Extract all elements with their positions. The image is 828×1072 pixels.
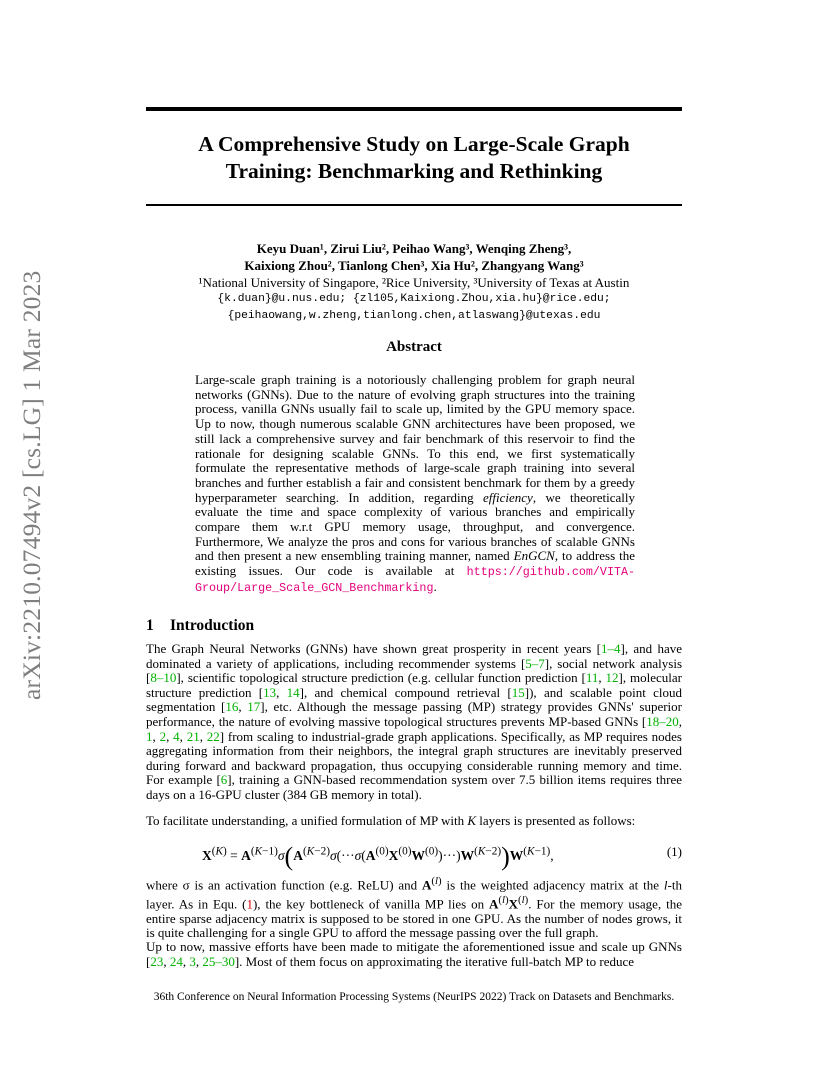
title-line-1: A Comprehensive Study on Large-Scale Graph [198, 132, 630, 156]
title-bottom-rule [146, 204, 682, 206]
intro-paragraph-3: where σ is an activation function (e.g. ReLU) and $A^{(l)}$ is the weighted adjacency matrix at the l-th layer. As in Equ. (1), the key bottleneck of vanilla MP lies on $A^{(l)}X^{(l)}$. For the memory usage, the entire sparse adjacency matrix is supposed to be stored in one GPU. As the number of nodes grows, it is quite challenging for a single GPU to afford the message passing over the full graph. [146, 875, 682, 941]
title-line-2: Training: Benchmarking and Rethinking [225, 159, 603, 183]
equation-body: $X^{(K)} = A^{(K-1)}\sigma(A^{(K-2)}\sigma(\cdot\cdot\cdot\sigma(A^{(0)}X^{(0)}W^{(0)})\cdot\cdot\cdot)W^{(K-2)})W^{(K-1)}$, [202, 842, 554, 871]
affiliations: ¹National University of Singapore, ²Rice University, ³University of Texas at Austin [198, 275, 630, 290]
citation-link[interactable]: 2 [159, 728, 167, 744]
paper-title [146, 131, 682, 185]
citation-link[interactable]: 17 [247, 699, 261, 715]
author-block [146, 240, 682, 325]
citation-link[interactable]: 14 [286, 684, 300, 700]
citation-link[interactable]: 6 [220, 772, 228, 788]
title-top-rule [146, 107, 682, 111]
abstract-text: Large-scale graph training is a notoriously challenging problem for graph neural networks (GNNs). Due to the nature of evolving graph structures into the training process, vanilla GNNs usually fail to scale up, limited by the GPU memory space. Up to now, though numerous scalable GNN architectures have been proposed, we still lack a comprehensive survey and fair benchmark of this reservoir to find the rationale for designing scalable GNNs. To this end, we first systematically formulate the representative methods of large-scale graph training into several branches and further establish a fair and consistent benchmark for them by a greedy hyperparameter searching. In addition, regarding efficiency, we theoretically evaluate the time and space complexity of various branches and empirically compare them w.r.t GPU memory usage, throughput, and convergence. Furthermore, We analyze the pros and cons for various branches of scalable GNNs and then present a new ensembling training manner, named EnGCN, to address the existing issues. Our code is available at https://github.com/VITA-Group/Large_Scale_GCN_Benchmarking. [195, 372, 635, 595]
emails-line-1: {k.duan}@u.nus.edu; {zl105,Kaixiong.Zhou,xia.hu}@rice.edu; [217, 293, 611, 305]
citation-link[interactable]: 16 [225, 699, 239, 715]
citation-link[interactable]: 13 [263, 684, 277, 700]
intro-paragraph-2: To facilitate understanding, a unified formulation of MP with K layers is presented as follows: [146, 813, 636, 828]
section-number: 1 [146, 617, 154, 634]
citation-link[interactable]: 21 [186, 728, 200, 744]
citation-link[interactable]: 22 [206, 728, 220, 744]
citation-link[interactable]: 11 [585, 670, 599, 686]
conference-footer: 36th Conference on Neural Information Processing Systems (NeurIPS 2022) Track on Datasets and Benchmarks. [153, 991, 675, 1003]
citation-link[interactable]: 1–4 [601, 641, 621, 656]
citation-link[interactable]: 25–30 [202, 953, 235, 969]
author-names-line-2: Kaixiong Zhou², Tianlong Chen³, Xia Hu², Zhangyang Wang³ [244, 258, 584, 273]
emails-line-2: {peihaowang,w.zheng,tianlong.chen,atlaswang}@utexas.edu [227, 310, 601, 322]
arxiv-side-label: arXiv:2210.07494v2 [cs.LG] 1 Mar 2023 [17, 270, 46, 700]
equation-number: (1) [666, 844, 682, 859]
citation-link[interactable]: 4 [173, 728, 180, 744]
citation-link[interactable]: 3 [189, 953, 196, 969]
citation-link[interactable]: 12 [605, 670, 619, 686]
section-title: Introduction [170, 617, 255, 634]
citation-link[interactable]: 1 [146, 728, 153, 744]
citation-link[interactable]: 23 [150, 953, 164, 969]
section-heading-introduction [146, 617, 254, 635]
intro-paragraph-1: The Graph Neural Networks (GNNs) have shown great prosperity in recent years [1–4], and have dominated a variety of applications, including recommender systems [5–7], social network analysis [8–10], scientific topological structure prediction (e.g. cellular function prediction [11, 12], molecular structure prediction [13, 14], and chemical compound retrieval [15]), and scalable point cloud segmentation [16, 17], etc. Although the message passing (MP) strategy provides GNNs' superior performance, the nature of evolving massive topological structures prevents MP-based GNNs [18–20, 1, 2, 4, 21, 22] from scaling to industrial-grade graph applications. Specifically, as MP requires nodes aggregating information from their neighbors, the integral graph structures are inevitably preserved during forward and backward propagation, thus occupying considerable running memory and time. For example [6], training a GNN-based recommendation system over 7.5 billion items requires three days on a 16-GPU cluster (384 GB memory in total). [146, 641, 683, 802]
abstract-heading: Abstract [386, 339, 442, 355]
equation-ref-link[interactable]: 1 [246, 896, 253, 912]
citation-link[interactable]: 5–7 [525, 655, 545, 671]
citation-link[interactable]: 15 [511, 684, 525, 700]
code-link[interactable]: https://github.com/VITA-Group/Large_Scale_GCN_Benchmarking [195, 565, 635, 595]
author-names-line-1: Keyu Duan¹, Zirui Liu², Peihao Wang³, Wenqing Zheng³, [256, 241, 572, 256]
intro-paragraph-4: Up to now, massive efforts have been made to mitigate the aforementioned issue and scale up GNNs [23, 24, 3, 25–30]. Most of them focus on approximating the iterative full-batch MP to reduce [146, 939, 682, 969]
citation-link[interactable]: 24 [169, 953, 183, 969]
citation-link[interactable]: 18–20 [646, 713, 679, 729]
equation-1 [146, 836, 682, 870]
citation-link[interactable]: 8–10 [150, 670, 177, 686]
